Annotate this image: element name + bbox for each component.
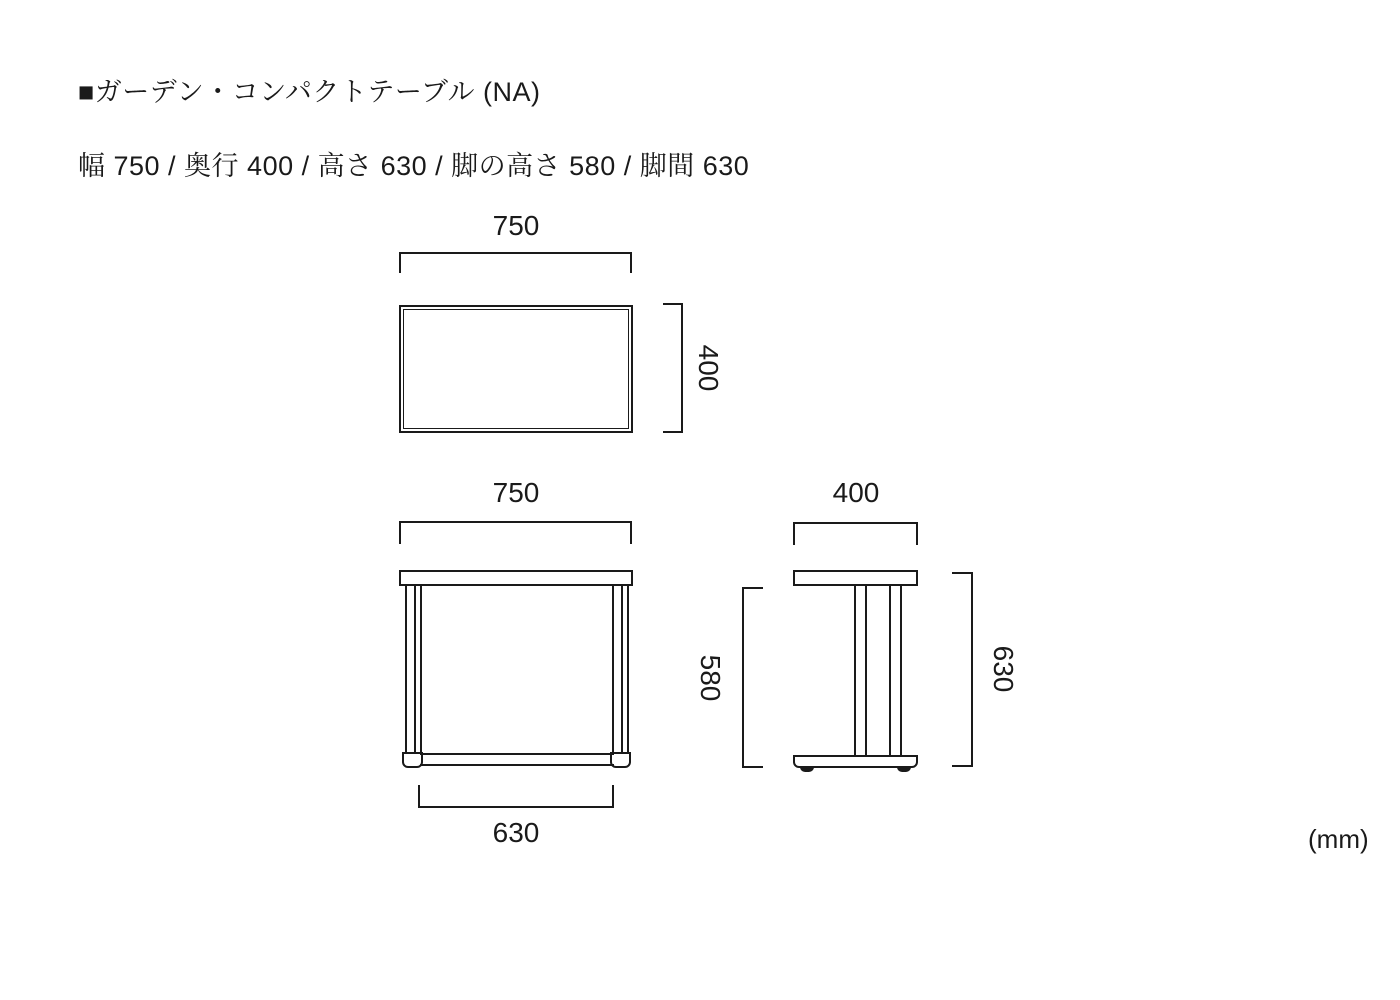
- front-view-right-leg: [612, 586, 629, 754]
- side-view-total-height-dimension-line: [952, 572, 973, 767]
- top-view-depth-dimension-line: [663, 303, 683, 433]
- side-view-front-leg-post: [854, 586, 867, 755]
- top-view-width-label: 750: [492, 210, 540, 241]
- front-view-leg-span-dimension-line: [418, 785, 614, 808]
- front-view-tabletop: [399, 570, 633, 586]
- side-view-depth-dimension-line: [793, 522, 918, 545]
- front-view-left-foot: [402, 752, 423, 768]
- side-view-total-height-label: 630: [988, 645, 1019, 693]
- side-view-front-foot-pad: [800, 766, 814, 772]
- dimensions-summary: 幅 750 / 奥行 400 / 高さ 630 / 脚の高さ 580 / 脚間 630: [78, 151, 750, 181]
- front-view-leg-span-label: 630: [492, 817, 540, 848]
- front-view-left-leg: [405, 586, 422, 754]
- top-view-width-dimension-line: [399, 252, 632, 273]
- front-view-left-leg-inner-edge: [414, 586, 416, 754]
- front-view-right-leg-inner-edge: [621, 586, 623, 754]
- side-view-depth-label: 400: [832, 477, 880, 508]
- side-view-rear-foot-pad: [897, 766, 911, 772]
- top-view-tabletop-inner-line: [403, 309, 629, 429]
- front-view-right-foot: [610, 752, 631, 768]
- front-view-bottom-stretcher: [420, 753, 614, 766]
- front-view-width-dimension-line: [399, 521, 632, 544]
- page-title: ■ガーデン・コンパクトテーブル (NA): [78, 77, 541, 107]
- side-view-leg-height-dimension-line: [742, 587, 763, 768]
- side-view-leg-height-label: 580: [695, 654, 726, 702]
- front-view-width-label: 750: [492, 477, 540, 508]
- side-view-rear-leg-post: [889, 586, 902, 755]
- top-view-tabletop-outline: [399, 305, 633, 433]
- unit-note: (mm): [1308, 824, 1369, 854]
- side-view-tabletop: [793, 570, 918, 586]
- top-view-depth-label: 400: [693, 344, 724, 392]
